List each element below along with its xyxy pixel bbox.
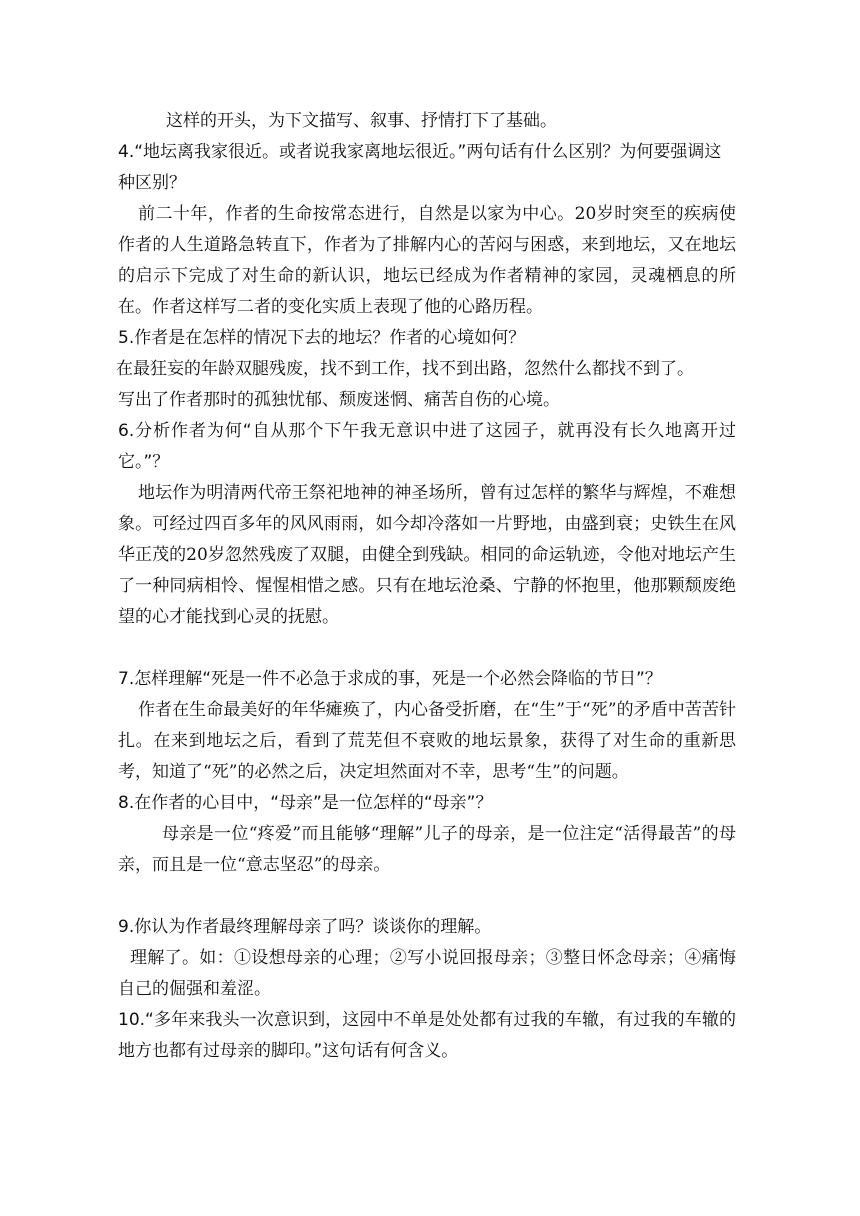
answer-5-line-2: 写出了作者那时的孤独忧郁、颓废迷惘、痛苦自伤的心境。	[118, 390, 560, 410]
answer-8: 母亲是一位“疼爱”而且能够“理解”儿子的母亲，是一位注定“活得最苦”的母亲，而且是一位“意志坚忍”的母亲。	[118, 824, 736, 875]
question-10: 10.“多年来我头一次意识到，这园中不单是处处都有过我的车辙，有过我的车辙的地方也都有过母亲的脚印。”这句话有何含义。	[118, 1010, 736, 1061]
question-9: 9.你认为作者最终理解母亲了吗？谈谈你的理解。	[118, 917, 492, 937]
answer-9: 理解了。如：①设想母亲的心理；②写小说回报母亲；③整日怀念母亲；④痛悔自己的倔强和羞涩。	[118, 948, 736, 999]
question-8: 8.在作者的心目中，“母亲”是一位怎样的“母亲”？	[118, 793, 493, 813]
question-6: 6.分析作者为何“自从那个下午我无意识中进了这园子，就再没有长久地离开过它。”？	[118, 421, 736, 472]
answer-3-continuation: 这样的开头，为下文描写、叙事、抒情打下了基础。	[166, 111, 557, 131]
answer-5-line-1: 在最狂妄的年龄双腿残废，找不到工作，找不到出路，忽然什么都找不到了。	[116, 359, 694, 379]
answer-7: 作者在生命最美好的年华瘫痪了，内心备受折磨，在“生”于“死”的矛盾中苦苦针扎。在来到地坛之后，看到了荒芜但不衰败的地坛景象，获得了对生命的重新思考，知道了“死”的必然之后，决定坦然面对不幸，思考“生”的问题。	[118, 700, 736, 782]
question-7: 7.怎样理解“死是一件不必急于求成的事，死是一个必然会降临的节日”？	[118, 669, 662, 689]
question-4: 4.“地坛离我家很近。或者说我家离地坛很近。”两句话有什么区别？为何要强调这种区别？	[118, 142, 722, 193]
answer-6: 地坛作为明清两代帝王祭祀地神的神圣场所，曾有过怎样的繁华与辉煌，不难想象。可经过四百多年的风风雨雨，如今却冷落如一片野地，由盛到衰；史铁生在风华正茂的20岁忽然残废了双腿，由健全到残缺。相同的命运轨迹，令他对地坛产生了一种同病相怜、惺惺相惜之感。只有在地坛沧桑、宁静的怀抱里，他那颗颓废绝望的心才能找到心灵的抚慰。	[118, 483, 736, 627]
answer-4: 前二十年，作者的生命按常态进行，自然是以家为中心。20岁时突至的疾病使作者的人生道路急转直下，作者为了排解内心的苦闷与困惑，来到地坛，又在地坛的启示下完成了对生命的新认识，地坛已经成为作者精神的家园，灵魂栖息的所在。作者这样写二者的变化实质上表现了他的心路历程。	[118, 204, 736, 317]
question-5: 5.作者是在怎样的情况下去的地坛？作者的心境如何？	[118, 328, 526, 348]
